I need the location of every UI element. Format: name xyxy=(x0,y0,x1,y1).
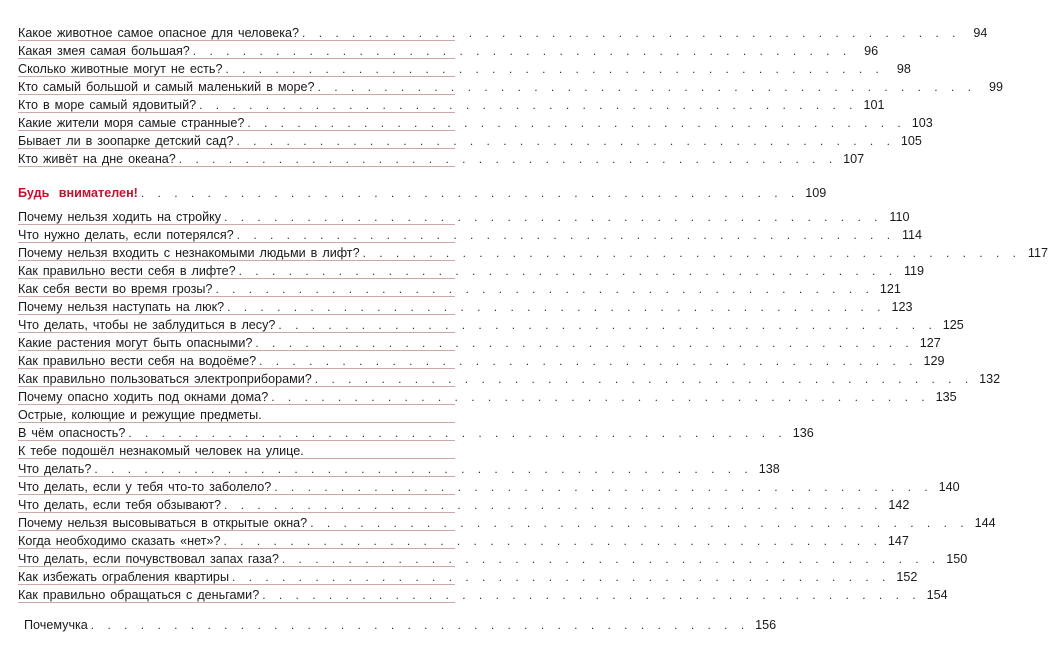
entry-title: Кто в море самый ядовитый? xyxy=(18,98,197,112)
dot-leader: . . . . . . . . . . . . . . . . . . . . . . . . . . . . . . . . . . . . . . . . xyxy=(238,264,898,278)
section-heading xyxy=(18,182,827,200)
dot-leader: . . . . . . . . . . . . . . . . . . . . . . . . . . . . . . . . . . . . . . . . xyxy=(90,618,750,632)
entry-title: Почему нельзя входить с незнакомыми людьми в лифт? xyxy=(18,246,360,260)
toc-entry xyxy=(18,386,957,405)
page-number: 144 xyxy=(974,516,996,530)
entry-title: Какие растения могут быть опасными? xyxy=(18,336,253,350)
toc-entry xyxy=(18,40,879,59)
entry-title: Что нужно делать, если потерялся? xyxy=(18,228,234,242)
entry-title: Как правильно обращаться с деньгами? xyxy=(18,588,260,602)
dot-leader: . . . . . . . . . . . . . . . . . . . . . . . . . . . . . . . . . . . . . . . . xyxy=(224,498,883,512)
dot-leader: . . . . . . . . . . . . . . . . . . . . . . . . . . . . . . . . . . . . . . . . xyxy=(94,462,753,476)
toc-entry xyxy=(18,206,910,225)
page-number: 103 xyxy=(911,116,933,130)
dot-leader: . . . . . . . . . . . . . . . . . . . . . . . . . . . . . . . . . . . . . . . . xyxy=(259,354,918,368)
entry-title: Как избежать ограбления квартиры xyxy=(18,570,229,584)
toc-entry xyxy=(18,494,910,513)
toc-entry xyxy=(18,350,945,369)
entry-title: Почемучка xyxy=(24,618,88,632)
page-number: 123 xyxy=(891,300,913,314)
page-number: 136 xyxy=(792,426,814,440)
dot-leader: . . . . . . . . . . . . . . . . . . . . . . . . . . . . . . . . . . . . . . . . xyxy=(362,246,1021,260)
toc-entry xyxy=(24,614,777,632)
page-number: 96 xyxy=(864,44,879,58)
toc-entry xyxy=(18,296,913,315)
page-number: 140 xyxy=(938,480,960,494)
page-number: 119 xyxy=(903,264,925,278)
toc-entry xyxy=(18,314,964,333)
page-number: 147 xyxy=(887,534,909,548)
entry-title: Почему нельзя ходить на стройку xyxy=(18,210,222,224)
entry-title: Кто живёт на дне океана? xyxy=(18,152,176,166)
page-number: 142 xyxy=(888,498,910,512)
toc-entry xyxy=(18,242,1048,261)
toc-entry xyxy=(18,548,968,567)
page-number: 154 xyxy=(926,588,948,602)
toc-entry xyxy=(18,112,933,131)
entry-title: Что делать, если почувствовал запах газа? xyxy=(18,552,279,566)
dot-leader: . . . . . . . . . . . . . . . . . . . . . . . . . . . . . . . . . . . . . . . . xyxy=(232,570,891,584)
page-number: 110 xyxy=(889,210,910,224)
toc-entry xyxy=(18,22,988,41)
page-number: 127 xyxy=(919,336,941,350)
dot-leader: . . . . . . . . . . . . . . . . . . . . . . . . . . . . . . . . . . . . . . . . xyxy=(255,336,914,350)
toc-entry xyxy=(18,58,911,77)
page-number: 99 xyxy=(988,80,1003,94)
entry-title: К тебе подошёл незнакомый человек на улице. xyxy=(18,444,304,458)
entry-title: Бывает ли в зоопарке детский сад? xyxy=(18,134,234,148)
entry-title: В чём опасность? xyxy=(18,426,126,440)
page-number: 117 xyxy=(1027,246,1048,260)
entry-title: Кто самый большой и самый маленький в море? xyxy=(18,80,315,94)
toc-entry xyxy=(18,476,960,495)
dot-leader: . . . . . . . . . . . . . . . . . . . . . . . . . . . . . . . . . . . . . . . . xyxy=(302,26,961,40)
toc-entry xyxy=(18,332,941,351)
dot-leader: . . . . . . . . . . . . . . . . . . . . . . . . . . . . . . . . . . . . . . . . xyxy=(281,552,941,566)
dot-leader: . . . . . . . . . . . . . . . . . . . . . . . . . . . . . . . . . . . . . . . . xyxy=(236,228,896,242)
entry-title: Как правильно пользоваться электроприборами? xyxy=(18,372,312,386)
entry-title: Почему опасно ходить под окнами дома? xyxy=(18,390,269,404)
page-number: 109 xyxy=(805,186,827,200)
entry-title: Когда необходимо сказать «нет»? xyxy=(18,534,221,548)
entry-title: Какая змея самая большая? xyxy=(18,44,190,58)
page-number: 101 xyxy=(863,98,885,112)
dot-leader: . . . . . . . . . . . . . . . . . . . . . . . . . . . . . . . . . . . . . . . . xyxy=(310,516,969,530)
section-heading-title: Будь внимателен! xyxy=(18,186,138,200)
page-number: 94 xyxy=(973,26,988,40)
dot-leader: . . . . . . . . . . . . . . . . . . . . . . . . . . . . . . . . . . . . . . . . xyxy=(223,534,882,548)
toc-entry xyxy=(18,440,455,459)
page-number: 121 xyxy=(879,282,901,296)
toc-entry xyxy=(18,278,901,297)
page-number: 152 xyxy=(896,570,918,584)
page-number: 114 xyxy=(901,228,923,242)
entry-title: Сколько животные могут не есть? xyxy=(18,62,223,76)
entry-title: Как правильно вести себя в лифте? xyxy=(18,264,236,278)
entry-title: Почему нельзя наступать на люк? xyxy=(18,300,225,314)
toc-entry xyxy=(18,404,455,423)
entry-title: Острые, колющие и режущие предметы. xyxy=(18,408,262,422)
toc-entry xyxy=(18,566,918,585)
dot-leader: . . . . . . . . . . . . . . . . . . . . . . . . . . . . . . . . . . . . . . . . xyxy=(178,152,838,166)
toc-entry xyxy=(18,76,1003,95)
toc-entry xyxy=(18,148,865,167)
entry-title: Какое животное самое опасное для человека? xyxy=(18,26,300,40)
toc-entry xyxy=(18,94,885,113)
toc-entry xyxy=(18,530,909,549)
page-number: 135 xyxy=(935,390,957,404)
dot-leader: . . . . . . . . . . . . . . . . . . . . . . . . . . . . . . . . . . . . . . . . xyxy=(128,426,787,440)
entry-title: Что делать, если тебя обзывают? xyxy=(18,498,222,512)
dot-leader: . . . . . . . . . . . . . . . . . . . . . . . . . . . . . . . . . . . . . . . . xyxy=(192,44,852,58)
dot-leader: . . . . . . . . . . . . . . . . . . . . . . . . . . . . . . . . . . . . . . . . xyxy=(271,390,930,404)
dot-leader: . . . . . . . . . . . . . . . . . . . . . . . . . . . . . . . . . . . . . . . . xyxy=(278,318,937,332)
entry-title: Как себя вести во время грозы? xyxy=(18,282,213,296)
page-number: 125 xyxy=(942,318,964,332)
page-number: 105 xyxy=(900,134,922,148)
entry-title: Какие жители моря самые странные? xyxy=(18,116,245,130)
dot-leader: . . . . . . . . . . . . . . . . . . . . . . . . . . . . . . . . . . . . . . . . xyxy=(262,588,921,602)
toc-entry xyxy=(18,512,996,531)
page-number: 132 xyxy=(979,372,1001,386)
page-number: 156 xyxy=(755,618,777,632)
page-number: 98 xyxy=(896,62,911,76)
entry-title: Что делать? xyxy=(18,462,92,476)
entry-title: Как правильно вести себя на водоёме? xyxy=(18,354,257,368)
toc-entry xyxy=(18,260,925,279)
dot-leader: . . . . . . . . . . . . . . . . . . . . . . . . . . . . . . . . . . . . . . . . xyxy=(317,80,976,94)
toc-entry xyxy=(18,458,780,477)
entry-title: Почему нельзя высовываться в открытые окна? xyxy=(18,516,308,530)
dot-leader: . . . . . . . . . . . . . . . . . . . . . . . . . . . . . . . . . . . . . . . . xyxy=(227,300,886,314)
dot-leader: . . . . . . . . . . . . . . . . . . . . . . . . . . . . . . . . . . . . . . . . xyxy=(274,480,933,494)
page-number: 150 xyxy=(946,552,968,566)
entry-title: Что делать, чтобы не заблудиться в лесу? xyxy=(18,318,276,332)
page-number: 138 xyxy=(758,462,780,476)
dot-leader: . . . . . . . . . . . . . . . . . . . . . . . . . . . . . . . . . . . . . . . . xyxy=(224,210,883,224)
dot-leader: . . . . . . . . . . . . . . . . . . . . . . . . . . . . . . . . . . . . . . . . xyxy=(199,98,858,112)
dot-leader: . . . . . . . . . . . . . . . . . . . . . . . . . . . . . . . . . . . . . . . . xyxy=(247,116,906,130)
dot-leader: . . . . . . . . . . . . . . . . . . . . . . . . . . . . . . . . . . . . . . . . xyxy=(215,282,874,296)
entry-title: Что делать, если у тебя что-то заболело? xyxy=(18,480,272,494)
toc-entry xyxy=(18,224,923,243)
toc-entry xyxy=(18,584,948,603)
toc-entry xyxy=(18,130,922,149)
dot-leader: . . . . . . . . . . . . . . . . . . . . . . . . . . . . . . . . . . . . . . . . xyxy=(140,186,800,200)
dot-leader: . . . . . . . . . . . . . . . . . . . . . . . . . . . . . . . . . . . . . . . . xyxy=(236,134,895,148)
dot-leader: . . . . . . . . . . . . . . . . . . . . . . . . . . . . . . . . . . . . . . . . xyxy=(225,62,884,76)
page-number: 107 xyxy=(843,152,865,166)
page-number: 129 xyxy=(923,354,945,368)
toc-entry xyxy=(18,422,814,441)
dot-leader: . . . . . . . . . . . . . . . . . . . . . . . . . . . . . . . . . . . . . . . . xyxy=(314,372,974,386)
toc-entry xyxy=(18,368,1001,387)
